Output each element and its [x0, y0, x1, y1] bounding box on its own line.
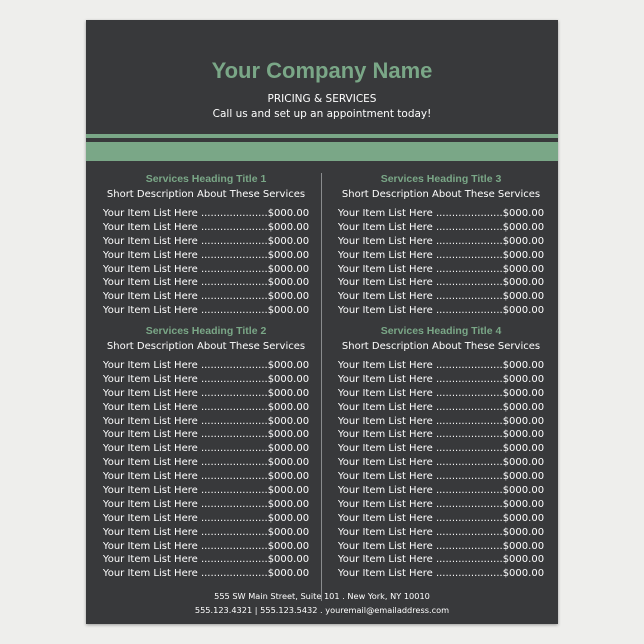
price-list-item: Your Item List Here .....................$000.00	[102, 498, 310, 510]
price-list-item: Your Item List Here .....................$000.00	[102, 263, 310, 275]
price-list-item: Your Item List Here .....................$000.00	[337, 554, 545, 566]
price-list-item: Your Item List Here .....................$000.00	[102, 373, 310, 385]
price-list-item: Your Item List Here .....................$000.00	[102, 401, 310, 413]
price-list-item: Your Item List Here .....................$000.00	[102, 512, 310, 524]
price-list-item: Your Item List Here .....................$000.00	[337, 485, 545, 497]
price-list-item: Your Item List Here .....................$000.00	[102, 568, 310, 580]
price-list-item: Your Item List Here .....................$000.00	[337, 429, 545, 441]
price-list-item: Your Item List Here .....................$000.00	[337, 221, 545, 233]
price-list-item: Your Item List Here .....................$000.00	[337, 305, 545, 317]
price-list-item: Your Item List Here .....................$000.00	[337, 471, 545, 483]
section-description: Short Description About These Services	[106, 189, 306, 200]
item-list	[327, 359, 555, 581]
price-list-item: Your Item List Here .....................$000.00	[337, 373, 545, 385]
price-list-item: Your Item List Here .....................$000.00	[102, 235, 310, 247]
accent-band-thick	[86, 142, 558, 161]
price-list-item: Your Item List Here .....................$000.00	[102, 208, 310, 219]
price-list-item: Your Item List Here .....................$000.00	[337, 263, 545, 275]
price-list-item: Your Item List Here .....................$000.00	[337, 443, 545, 455]
price-list-item: Your Item List Here .....................$000.00	[102, 415, 310, 427]
pricing-flyer	[86, 20, 558, 624]
price-list-item: Your Item List Here .....................$000.00	[337, 401, 545, 413]
price-list-item: Your Item List Here .....................$000.00	[337, 291, 545, 303]
price-list-item: Your Item List Here .....................$000.00	[337, 457, 545, 469]
price-list-item: Your Item List Here .....................$000.00	[337, 360, 545, 371]
item-list	[327, 207, 555, 318]
price-list-item: Your Item List Here .....................$000.00	[337, 277, 545, 289]
price-list-item: Your Item List Here .....................$000.00	[337, 387, 545, 399]
footer-address: 555 SW Main Street, Suite 101 . New York, NY 10010	[214, 591, 430, 601]
services-section-4	[327, 323, 555, 581]
section-description: Short Description About These Services	[106, 341, 306, 352]
item-list	[92, 359, 320, 581]
price-list-item: Your Item List Here .....................$000.00	[337, 512, 545, 524]
section-title: Services Heading Title 3	[380, 173, 502, 185]
price-list-item: Your Item List Here .....................$000.00	[102, 221, 310, 233]
price-list-item: Your Item List Here .....................$000.00	[337, 540, 545, 552]
price-list-item: Your Item List Here .....................$000.00	[102, 429, 310, 441]
price-list-item: Your Item List Here .....................$000.00	[337, 498, 545, 510]
section-title: Services Heading Title 4	[380, 325, 502, 337]
section-description: Short Description About These Services	[341, 189, 541, 200]
price-list-item: Your Item List Here .....................$000.00	[102, 305, 310, 317]
item-list	[92, 207, 320, 318]
company-name: Your Company Name	[211, 58, 433, 83]
price-list-item: Your Item List Here .....................$000.00	[102, 360, 310, 371]
services-section-2	[92, 323, 320, 581]
price-list-item: Your Item List Here .....................$000.00	[102, 457, 310, 469]
services-section-3	[327, 171, 555, 318]
column-divider	[321, 173, 322, 601]
footer-contact: 555.123.4321 | 555.123.5432 . youremail@emailaddress.com	[194, 605, 450, 615]
price-list-item: Your Item List Here .....................$000.00	[337, 208, 545, 219]
section-title: Services Heading Title 1	[145, 173, 267, 185]
price-list-item: Your Item List Here .....................$000.00	[337, 568, 545, 580]
price-list-item: Your Item List Here .....................$000.00	[337, 235, 545, 247]
price-list-item: Your Item List Here .....................$000.00	[102, 554, 310, 566]
section-description: Short Description About These Services	[341, 341, 541, 352]
services-section-1	[92, 171, 320, 318]
price-list-item: Your Item List Here .....................$000.00	[102, 277, 310, 289]
price-list-item: Your Item List Here .....................$000.00	[102, 471, 310, 483]
price-list-item: Your Item List Here .....................$000.00	[102, 291, 310, 303]
pricing-services-label: PRICING & SERVICES	[267, 93, 377, 105]
price-list-item: Your Item List Here .....................$000.00	[102, 249, 310, 261]
price-list-item: Your Item List Here .....................$000.00	[102, 443, 310, 455]
call-to-action: Call us and set up an appointment today!	[212, 108, 432, 120]
price-list-item: Your Item List Here .....................$000.00	[102, 387, 310, 399]
price-list-item: Your Item List Here .....................$000.00	[337, 415, 545, 427]
price-list-item: Your Item List Here .....................$000.00	[102, 540, 310, 552]
price-list-item: Your Item List Here .....................$000.00	[102, 485, 310, 497]
section-title: Services Heading Title 2	[145, 325, 267, 337]
price-list-item: Your Item List Here .....................$000.00	[102, 526, 310, 538]
price-list-item: Your Item List Here .....................$000.00	[337, 249, 545, 261]
price-list-item: Your Item List Here .....................$000.00	[337, 526, 545, 538]
accent-band-thin	[86, 134, 558, 138]
